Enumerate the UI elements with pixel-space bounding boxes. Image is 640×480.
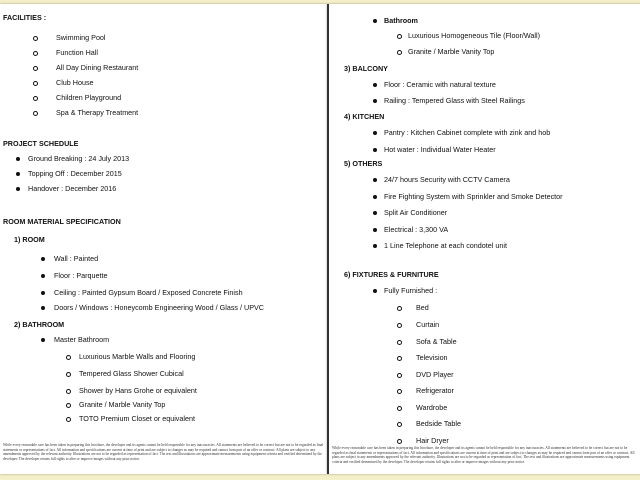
facility-item: Function Hall	[56, 48, 98, 57]
kitchen-heading: 4) KITCHEN	[344, 112, 385, 121]
others-heading: 5) OTHERS	[344, 159, 383, 168]
room-item: Doors / Windows : Honeycomb Engineering Wood / Glass / UPVC	[54, 303, 264, 312]
kitchen-item: Hot water : Individual Water Heater	[384, 145, 496, 154]
circle-bullet-icon	[397, 406, 402, 411]
dot-bullet-icon	[16, 172, 20, 176]
facility-item: Swimming Pool	[56, 33, 106, 42]
circle-bullet-icon	[397, 373, 402, 378]
others-item: 1 Line Telephone at each condotel unit	[384, 241, 507, 250]
circle-bullet-icon	[66, 403, 71, 408]
furniture-item: Wardrobe	[416, 403, 448, 412]
dot-bullet-icon	[373, 19, 377, 23]
dot-bullet-icon	[16, 157, 20, 161]
disclaimer-text: While every reasonable care has been taken in preparing this brochure, the developer and its agents cannot be held responsible for any inaccuracies. All statements are believed to be correct but are not to be regarded as final statements or representations of fact. All information and specifications are current at time of print and are subject to changes as may be required and cannot form part of an offer or contract. All plans are subject to any amendments approved by the relevant authority. Illustrations are not to be regarded as representation of fact. The text and illustrations are approximate measurements using equipment criteria and verified determined by the developer. The developer retains full rights to alter or improve images without any prior notice.	[3, 443, 324, 461]
circle-bullet-icon	[397, 50, 402, 55]
others-item: Electrical : 3,300 VA	[384, 225, 449, 234]
facility-item: Children Playground	[56, 93, 122, 102]
dot-bullet-icon	[373, 178, 377, 182]
dot-bullet-icon	[373, 228, 377, 232]
furniture-item: Curtain	[416, 320, 440, 329]
dot-bullet-icon	[41, 274, 45, 278]
circle-bullet-icon	[33, 111, 38, 116]
circle-bullet-icon	[66, 372, 71, 377]
dot-bullet-icon	[41, 306, 45, 310]
room-item: Floor : Parquette	[54, 271, 108, 280]
fixtures-heading: 6) FIXTURES & FURNITURE	[344, 270, 439, 279]
circle-bullet-icon	[33, 36, 38, 41]
balcony-item: Railing : Tempered Glass with Steel Railings	[384, 96, 525, 105]
disclaimer-text: While every reasonable care has been taken in preparing this brochure, the developer and its agents cannot be held responsible for any inaccuracies. All statements are believed to be correct but are not to be regarded as final statements or representations of fact. All information and specifications are current at time of print and are subject to changes as may be required and cannot form part of an offer or contract. All plans are subject to any amendments approved by the relevant authority. Illustrations are not to be regarded as representation of fact. The text and illustrations are approximate measurements using equipment criteria and verified determined by the developer. The developer retains full rights to alter or improve images without any prior notice.	[332, 446, 635, 464]
right-brochure-page	[327, 4, 640, 474]
master-bathroom-label: Master Bathroom	[54, 335, 110, 344]
dot-bullet-icon	[41, 338, 45, 342]
circle-bullet-icon	[33, 51, 38, 56]
dot-bullet-icon	[373, 99, 377, 103]
circle-bullet-icon	[397, 356, 402, 361]
kitchen-item: Pantry : Kitchen Cabinet complete with zink and hob	[384, 128, 551, 137]
circle-bullet-icon	[66, 389, 71, 394]
master-bathroom-item: Shower by Hans Grohe or equivalent	[79, 386, 197, 395]
left-brochure-page	[0, 4, 327, 474]
furniture-item: Refrigerator	[416, 386, 454, 395]
facility-item: Spa & Therapy Treatment	[56, 108, 139, 117]
furniture-item: Bed	[416, 303, 429, 312]
circle-bullet-icon	[397, 439, 402, 444]
schedule-item: Ground Breaking : 24 July 2013	[28, 154, 130, 163]
master-bathroom-item: Luxurious Marble Walls and Flooring	[79, 352, 196, 361]
furniture-item: DVD Player	[416, 370, 454, 379]
dot-bullet-icon	[373, 148, 377, 152]
fully-furnished-label: Fully Furnished :	[384, 286, 438, 295]
circle-bullet-icon	[397, 323, 402, 328]
others-item: 24/7 hours Security with CCTV Camera	[384, 175, 510, 184]
circle-bullet-icon	[33, 81, 38, 86]
room-item: Wall : Painted	[54, 254, 99, 263]
circle-bullet-icon	[397, 306, 402, 311]
bathroom-heading: 2) BATHROOM	[14, 320, 65, 329]
room-heading: 1) ROOM	[14, 235, 45, 244]
others-item: Split Air Conditioner	[384, 208, 448, 217]
circle-bullet-icon	[397, 340, 402, 345]
circle-bullet-icon	[33, 66, 38, 71]
furniture-item: Sofa & Table	[416, 337, 457, 346]
circle-bullet-icon	[66, 355, 71, 360]
furniture-item: Bedside Table	[416, 419, 462, 428]
project-schedule-heading: PROJECT SCHEDULE	[3, 139, 79, 148]
circle-bullet-icon	[397, 389, 402, 394]
facility-item: All Day Dining Restaurant	[56, 63, 139, 72]
master-bathroom-item: TOTO Premium Closet or equivalent	[79, 414, 195, 423]
bathroom-label: Bathroom	[384, 16, 418, 25]
circle-bullet-icon	[33, 96, 38, 101]
facility-item: Club House	[56, 78, 94, 87]
dot-bullet-icon	[16, 187, 20, 191]
circle-bullet-icon	[66, 417, 71, 422]
balcony-heading: 3) BALCONY	[344, 64, 388, 73]
room-item: Ceiling : Painted Gypsum Board / Exposed Concrete Finish	[54, 288, 243, 297]
master-bathroom-item: Tempered Glass Shower Cubical	[79, 369, 184, 378]
dot-bullet-icon	[373, 83, 377, 87]
bathroom-item: Granite / Marble Vanity Top	[408, 47, 495, 56]
balcony-item: Floor : Ceramic with natural texture	[384, 80, 496, 89]
dot-bullet-icon	[373, 131, 377, 135]
bathroom-item: Luxurious Homogeneous Tile (Floor/Wall)	[408, 31, 540, 40]
dot-bullet-icon	[373, 244, 377, 248]
room-spec-heading: ROOM MATERIAL SPECIFICATION	[3, 217, 121, 226]
furniture-item: Television	[416, 353, 448, 362]
schedule-item: Handover : December 2016	[28, 184, 117, 193]
dot-bullet-icon	[41, 291, 45, 295]
dot-bullet-icon	[373, 211, 377, 215]
dot-bullet-icon	[373, 289, 377, 293]
schedule-item: Topping Off : December 2015	[28, 169, 122, 178]
furniture-item: Hair Dryer	[416, 436, 449, 445]
dot-bullet-icon	[373, 195, 377, 199]
master-bathroom-item: Granite / Marble Vanity Top	[79, 400, 166, 409]
facilities-heading: FACILITIES :	[3, 13, 47, 22]
others-item: Fire Fighting System with Sprinkler and Smoke Detector	[384, 192, 563, 201]
circle-bullet-icon	[397, 34, 402, 39]
dot-bullet-icon	[41, 257, 45, 261]
circle-bullet-icon	[397, 422, 402, 427]
